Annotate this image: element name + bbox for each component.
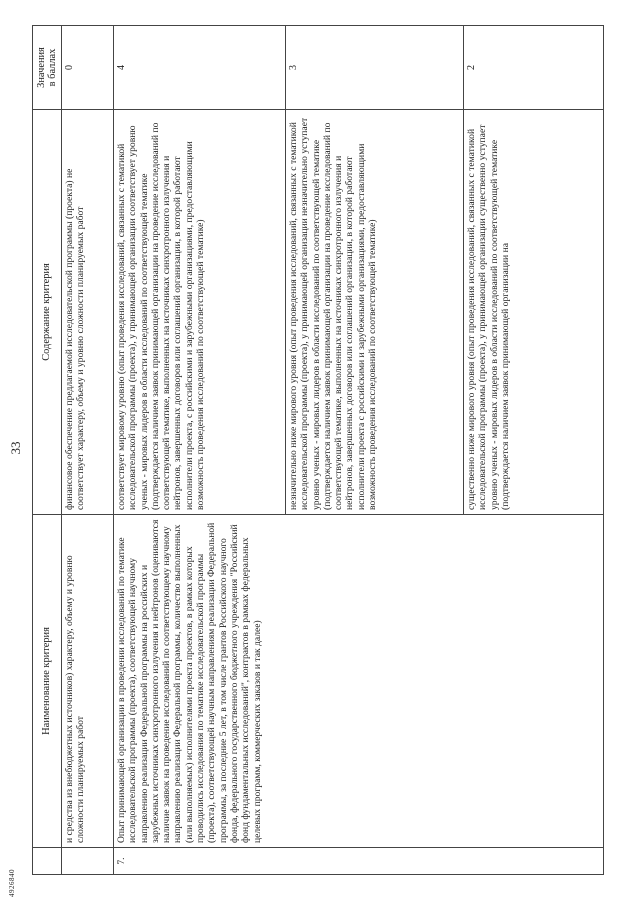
row-value: 3 <box>286 26 464 110</box>
row-num: 7. <box>114 848 604 875</box>
header-description: Содержание критерия <box>33 110 62 515</box>
table-header-row <box>33 26 62 875</box>
header-num <box>33 848 62 875</box>
table-row <box>114 26 286 875</box>
row-description: соответствует мировому уровню (опыт проведения исследований, связанных с тематикой исследовательской программы (проекта), у принимающей организации соответствует уровню ученых - мировых лидеров в области исследований по соответствующей тематике (подтверждается наличием заявок принимающей организации на проведение исследований по соответствующей тематике, выполненных на источниках синхротронного излучения и нейтронов, завершенных договоров или соглашений организации, в которой работают исполнители проекта, с российскими и зарубежными организациями, предоставляющими возможность проведения исследований по соответствующей тематике) <box>114 110 286 515</box>
row-description: финансовое обеспечение предлагаемой исследовательской программы (проекта) не соответствует характеру, объему и уровню сложности планируемых работ <box>62 110 114 515</box>
row-description: незначительно ниже мирового уровня (опыт проведения исследований, связанных с тематикой исследовательской программы (проекта), у принимающей организации незначительно уступает уровню ученых - мировых лидеров в области исследований по соответствующей тематике (подтверждается наличием заявок принимающей организации на проведение исследований по соответствующей тематике, выполненных на источниках синхротронного излучения и нейтронов, завершенных договоров или соглашений организации, в которой работают исполнители проекта с российскими и зарубежными организациями, предоставляющими возможность проведения исследований по соответствующей тематике) <box>286 110 464 515</box>
row-num <box>62 848 114 875</box>
row-description: существенно ниже мирового уровня (опыт проведения исследований, связанных с тематикой исследовательской программы (проекта), у принимающей организации существенно уступает уровню ученых - мировых лидеров в области исследований по соответствующей тематике (подтверждается наличием заявок принимающей организации на <box>464 110 604 515</box>
page-number: 33 <box>8 441 23 455</box>
row-value: 4 <box>114 26 286 110</box>
row-value: 0 <box>62 26 114 110</box>
row-name: и средства из внебюджетных источников) характеру, объему и уровню сложности планируемых работ <box>62 515 114 848</box>
document-stamp: 4926840 <box>8 869 16 897</box>
header-name: Наименование критерия <box>33 515 62 848</box>
table-row <box>62 26 114 875</box>
header-value: Значения в баллах <box>33 26 62 110</box>
row-value: 2 <box>464 26 604 110</box>
criteria-table <box>32 25 604 875</box>
row-name: Опыт принимающей организации в проведении исследований по тематике исследовательской программы (проекта), соответствующей научному направлению реализации Федеральной программы на российских и зарубежных источниках синхротронного излучения и нейтронов (оцениваются наличие заявок на проведение исследований по соответствующему научному направлению реализации Федеральной программы, количество выполненных (или выполняемых) исполнителями проекта проектов, в рамках которых проводились исследования по тематике исследовательской программы (проекта), соответствующей научным направлениям реализации Федеральной программы, за последние 5 лет, в том числе грантов Российского научного фонда, федерального государственного бюджетного учреждения "Российский фонд фундаментальных исследований", контрактов в рамках федеральных целевых программ, коммерческих заказов и так далее) <box>114 515 604 848</box>
